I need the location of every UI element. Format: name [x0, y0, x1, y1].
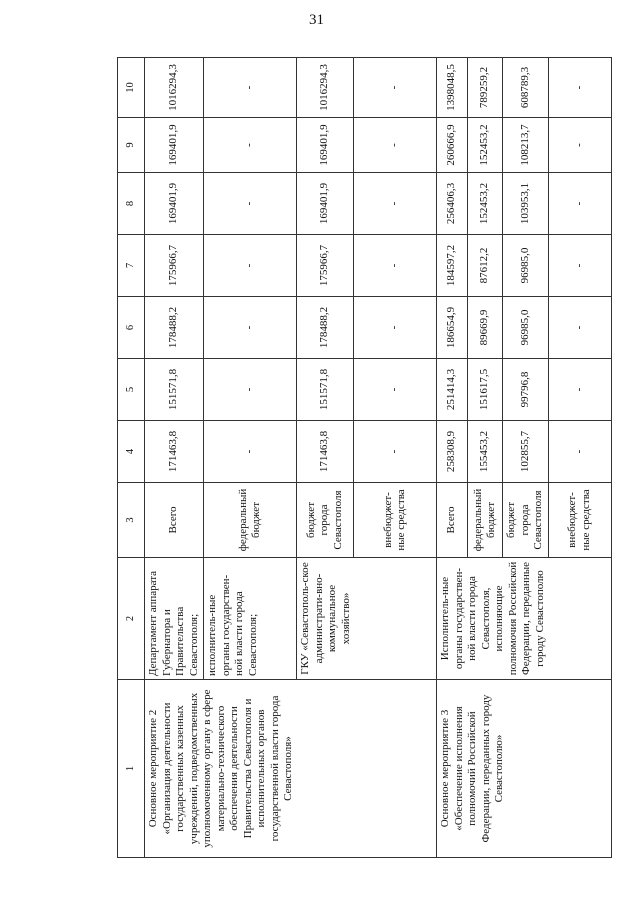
rotated-table-wrapper: [117, 58, 627, 858]
value-cell: -: [548, 118, 611, 173]
source-cell: Всего: [145, 483, 204, 558]
value-cell: -: [204, 118, 297, 173]
value-cell: -: [204, 297, 297, 359]
source-cell: внебюджет-ные средства: [548, 483, 611, 558]
source-cell: бюджет города Севастополя: [297, 483, 354, 558]
header-cell: 8: [118, 173, 145, 235]
value-cell: 103953,1: [503, 173, 549, 235]
value-cell: 151571,8: [297, 359, 354, 421]
source-cell: Всего: [437, 483, 468, 558]
source-cell: внебюджет-ные средства: [354, 483, 437, 558]
header-cell: 9: [118, 118, 145, 173]
source-cell: федеральный бюджет: [468, 483, 503, 558]
header-row: [118, 58, 145, 858]
value-cell: 608789,3: [503, 58, 549, 118]
header-cell: 7: [118, 235, 145, 297]
value-cell: -: [548, 297, 611, 359]
value-cell: 175966,7: [297, 235, 354, 297]
value-cell: -: [204, 421, 297, 483]
value-cell: 151617,5: [468, 359, 503, 421]
value-cell: 256406,3: [437, 173, 468, 235]
header-cell: 10: [118, 58, 145, 118]
executor-cell: исполнитель-ные органы государствен-ной власти города Севастополя;: [204, 558, 297, 680]
page-number: 31: [309, 12, 324, 28]
value-cell: 1016294,3: [145, 58, 204, 118]
value-cell: 171463,8: [297, 421, 354, 483]
value-cell: 151571,8: [145, 359, 204, 421]
value-cell: -: [354, 297, 437, 359]
value-cell: 89669,9: [468, 297, 503, 359]
header-cell: 6: [118, 297, 145, 359]
header-cell: 2: [118, 558, 145, 680]
value-cell: 251414,3: [437, 359, 468, 421]
measure-name: Основное мероприятие 2 «Организация деятельности государственных казенных учреждений, подведомственных уполномоченному органу в сфере материально-технического обеспечения деятельности Правительства Севастополя и исполнительных органов государственной власти города Севастополя»: [145, 680, 437, 858]
value-cell: -: [354, 359, 437, 421]
value-cell: 155453,2: [468, 421, 503, 483]
header-cell: 1: [118, 680, 145, 858]
value-cell: 169401,9: [297, 173, 354, 235]
executor-cell: Исполнитель-ные органы государствен-ной власти города Севастополя, исполняющие полномочия Российской Федерации, переданные городу Севастополю: [437, 558, 612, 680]
value-cell: 178488,2: [297, 297, 354, 359]
value-cell: 186654,9: [437, 297, 468, 359]
value-cell: 152453,2: [468, 173, 503, 235]
value-cell: -: [354, 173, 437, 235]
value-cell: -: [354, 421, 437, 483]
value-cell: -: [354, 58, 437, 118]
value-cell: -: [548, 421, 611, 483]
source-cell: бюджет города Севастополя: [503, 483, 549, 558]
table-row: [437, 58, 468, 858]
value-cell: -: [354, 118, 437, 173]
value-cell: 169401,9: [297, 118, 354, 173]
value-cell: -: [204, 235, 297, 297]
value-cell: -: [548, 359, 611, 421]
table-row: [145, 58, 204, 858]
measure-name: Основное мероприятие 3 «Обеспечение исполнения полномочий Российской Федерации, переданных городу Севастополю»: [437, 680, 612, 858]
value-cell: -: [204, 58, 297, 118]
header-cell: 4: [118, 421, 145, 483]
value-cell: 1016294,3: [297, 58, 354, 118]
value-cell: 175966,7: [145, 235, 204, 297]
value-cell: 102855,7: [503, 421, 549, 483]
header-cell: 5: [118, 359, 145, 421]
value-cell: 96985,0: [503, 297, 549, 359]
value-cell: -: [204, 359, 297, 421]
source-cell: федеральный бюджет: [204, 483, 297, 558]
value-cell: 184597,2: [437, 235, 468, 297]
value-cell: -: [548, 235, 611, 297]
value-cell: -: [204, 173, 297, 235]
value-cell: 258308,9: [437, 421, 468, 483]
executor-cell: Департамент аппарата Губернатора и Правительства Севастополя;: [145, 558, 204, 680]
value-cell: 152453,2: [468, 118, 503, 173]
value-cell: 789259,2: [468, 58, 503, 118]
value-cell: -: [548, 173, 611, 235]
value-cell: 87612,2: [468, 235, 503, 297]
executor-cell: ГКУ «Севастополь-ское администрати-вно-коммунальное хозяйство»: [297, 558, 437, 680]
value-cell: 169401,9: [145, 118, 204, 173]
header-cell: 3: [118, 483, 145, 558]
value-cell: 99796,8: [503, 359, 549, 421]
value-cell: -: [548, 58, 611, 118]
value-cell: 108213,7: [503, 118, 549, 173]
value-cell: 1398048,5: [437, 58, 468, 118]
value-cell: -: [354, 235, 437, 297]
budget-table: [117, 57, 612, 858]
value-cell: 260666,9: [437, 118, 468, 173]
value-cell: 169401,9: [145, 173, 204, 235]
value-cell: 178488,2: [145, 297, 204, 359]
value-cell: 96985,0: [503, 235, 549, 297]
value-cell: 171463,8: [145, 421, 204, 483]
